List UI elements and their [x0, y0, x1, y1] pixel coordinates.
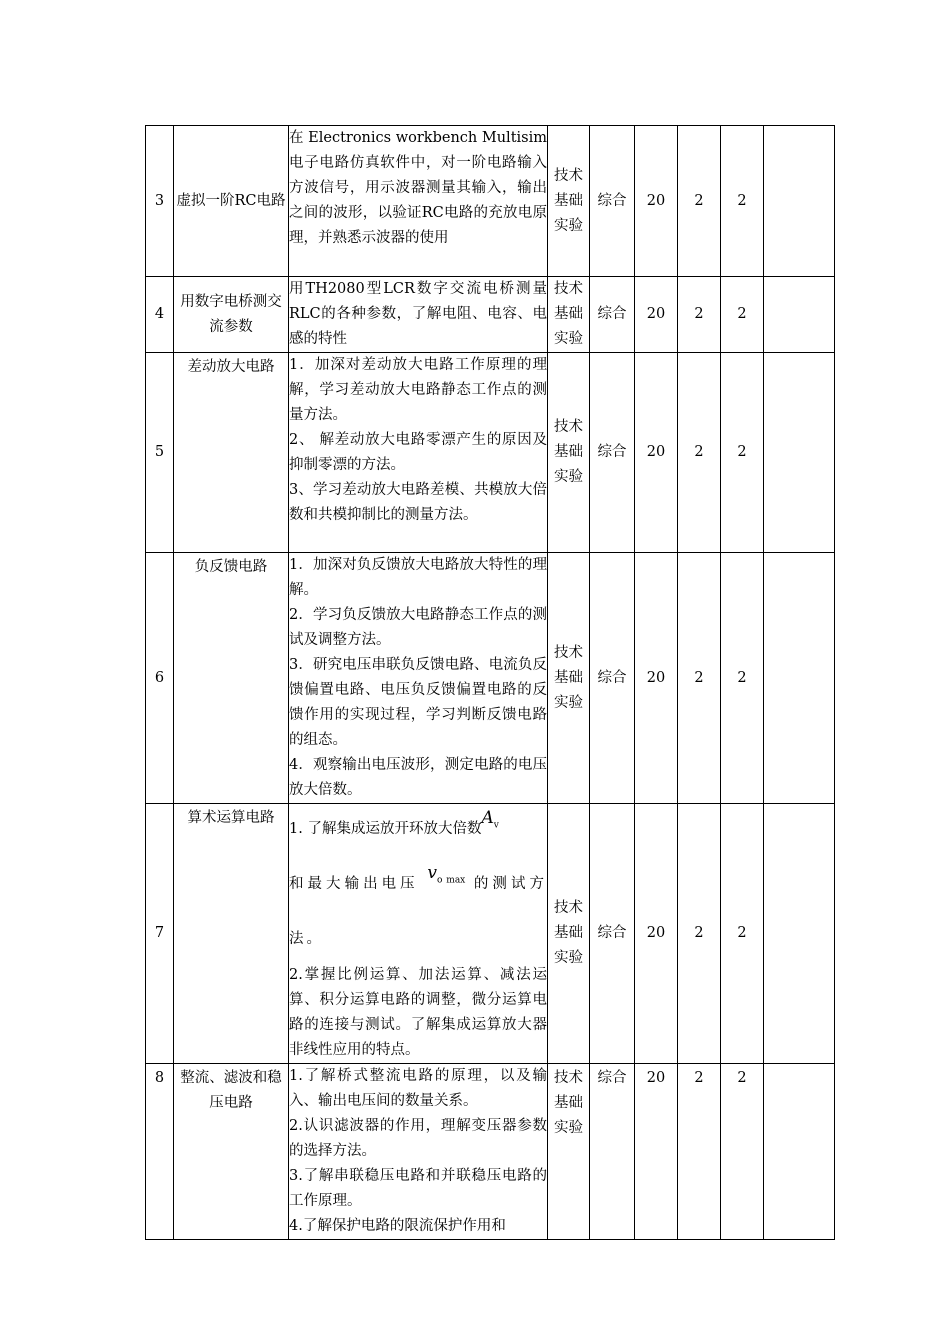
description-line: 4.了解保护电路的限流保护作用和 — [289, 1217, 506, 1234]
experiment-description — [289, 553, 548, 804]
description-line: 3.了解串联稳压电路和并联稳压电路的工作原理。 — [289, 1167, 547, 1209]
description-line: 1.了解桥式整流电路的原理，以及输入、输出电压间的数量关系。 — [289, 1067, 547, 1109]
experiment-nature: 综合 — [590, 277, 635, 353]
experiment-nature: 综合 — [590, 804, 635, 1064]
remark-cell — [764, 126, 835, 277]
table-row — [146, 126, 835, 277]
experiment-name: 差动放大电路 — [174, 353, 289, 553]
math-symbol: $A_v$ — [481, 808, 499, 831]
experiment-table — [145, 125, 835, 1240]
description-line: 4．观察输出电压波形，测定电路的电压放大倍数。 — [289, 757, 547, 798]
description-line: 3、学习差动放大电路差模、共模放大倍数和共模抑制比的测量方法。 — [289, 482, 547, 523]
table-row — [146, 353, 835, 553]
remark-cell — [764, 553, 835, 804]
count-cell-1: 20 — [635, 553, 678, 804]
row-number: 3 — [146, 126, 174, 277]
count-cell-1: 20 — [635, 353, 678, 553]
description-line: 2.掌握比例运算、加法运算、减法运算、积分运算电路的调整，微分运算电路的连接与测试。了解集成运算放大器非线性应用的特点。 — [289, 966, 547, 1058]
row-number: 4 — [146, 277, 174, 353]
description-line — [289, 804, 547, 859]
remark-cell — [764, 353, 835, 553]
count-cell-3: 2 — [721, 353, 764, 553]
remark-cell — [764, 277, 835, 353]
description-line: 用TH2080型LCR数字交流电桥测量RLC的各种参数，了解电阻、电容、电感的特性 — [289, 281, 547, 347]
count-cell-3: 2 — [721, 553, 764, 804]
row-number: 6 — [146, 553, 174, 804]
row-number: 5 — [146, 353, 174, 553]
description-text: 的测试方法。 — [289, 876, 547, 947]
count-cell-2: 2 — [678, 277, 721, 353]
experiment-type: 技术基础实验 — [548, 1063, 590, 1239]
count-cell-3: 2 — [721, 804, 764, 1064]
experiment-type: 技术基础实验 — [548, 277, 590, 353]
description-text: 1. 了解集成运放开环放大倍数 — [289, 821, 482, 837]
table-row — [146, 1063, 835, 1239]
description-line: 2.认识滤波器的作用，理解变压器参数的选择方法。 — [289, 1117, 547, 1159]
row-number: 7 — [146, 804, 174, 1064]
experiment-type: 技术基础实验 — [548, 553, 590, 804]
math-symbol: $v_{o max}$ — [427, 863, 466, 886]
description-line — [289, 859, 547, 962]
count-cell-3: 2 — [721, 126, 764, 277]
experiment-description — [289, 1063, 548, 1239]
experiment-description — [289, 353, 548, 553]
experiment-name: 算术运算电路 — [174, 804, 289, 1064]
experiment-name: 用数字电桥测交流参数 — [174, 277, 289, 353]
count-cell-2: 2 — [678, 1063, 721, 1239]
count-cell-1: 20 — [635, 804, 678, 1064]
experiment-description — [289, 126, 548, 277]
table-row — [146, 277, 835, 353]
description-line: 1．加深对差动放大电路工作原理的理解，学习差动放大电路静态工作点的测量方法。 — [289, 357, 547, 423]
experiment-nature: 综合 — [590, 1063, 635, 1239]
experiment-description — [289, 277, 548, 353]
table-row — [146, 553, 835, 804]
count-cell-2: 2 — [678, 126, 721, 277]
count-cell-1: 20 — [635, 1063, 678, 1239]
experiment-nature: 综合 — [590, 126, 635, 277]
experiment-name: 整流、滤波和稳压电路 — [174, 1063, 289, 1239]
count-cell-1: 20 — [635, 277, 678, 353]
experiment-type: 技术基础实验 — [548, 126, 590, 277]
experiment-description — [289, 804, 548, 1064]
remark-cell — [764, 804, 835, 1064]
experiment-nature: 综合 — [590, 553, 635, 804]
count-cell-3: 2 — [721, 277, 764, 353]
experiment-nature: 综合 — [590, 353, 635, 553]
description-line: 2、 解差动放大电路零漂产生的原因及抑制零漂的方法。 — [289, 432, 547, 473]
experiment-type: 技术基础实验 — [548, 804, 590, 1064]
experiment-type: 技术基础实验 — [548, 353, 590, 553]
row-number: 8 — [146, 1063, 174, 1239]
count-cell-3: 2 — [721, 1063, 764, 1239]
description-line: 3．研究电压串联负反馈电路、电流负反馈偏置电路、电压负反馈偏置电路的反馈作用的实现过程，学习判断反馈电路的组态。 — [289, 657, 547, 748]
count-cell-1: 20 — [635, 126, 678, 277]
description-line: 在 Electronics workbench Multisim 电子电路仿真软件中，对一阶电路输入方波信号，用示波器测量其输入，输出之间的波形，以验证RC电路的充放电原理，并熟悉示波器的使用 — [289, 130, 547, 246]
count-cell-2: 2 — [678, 353, 721, 553]
experiment-name: 负反馈电路 — [174, 553, 289, 804]
description-line: 2．学习负反馈放大电路静态工作点的测试及调整方法。 — [289, 607, 547, 648]
description-text: 和最大输出电压 — [289, 876, 419, 893]
experiment-name: 虚拟一阶RC电路 — [174, 126, 289, 277]
table-row — [146, 804, 835, 1064]
remark-cell — [764, 1063, 835, 1239]
count-cell-2: 2 — [678, 553, 721, 804]
description-line: 1．加深对负反馈放大电路放大特性的理解。 — [289, 557, 547, 598]
count-cell-2: 2 — [678, 804, 721, 1064]
